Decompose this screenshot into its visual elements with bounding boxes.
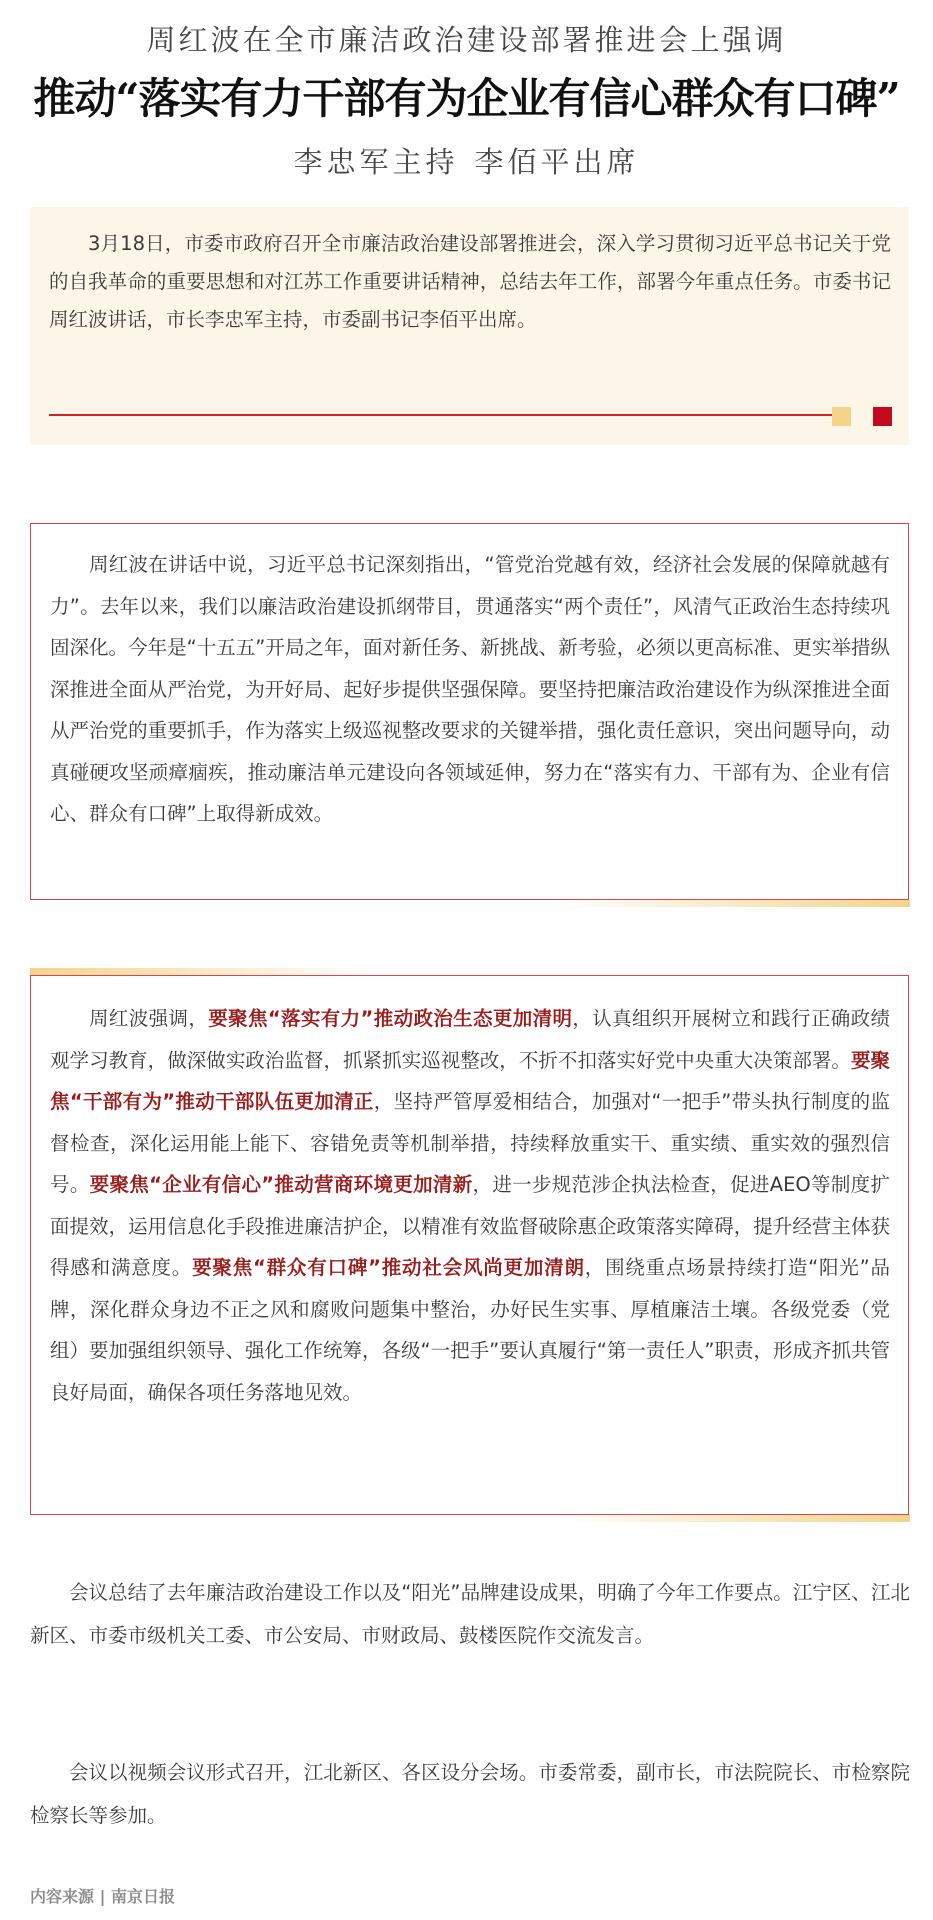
article-title: 推动“落实有力干部有为企业有信心群众有口碑” [33,74,900,123]
highlight-4: 要聚焦“群众有口碑”推动社会风尚更加清朗 [192,1256,585,1279]
highlight-3: 要聚焦“企业有信心”推动营商环境更加清新 [89,1173,473,1196]
summary-paragraph: 会议总结了去年廉洁政治建设工作以及“阳光”品牌建设成果，明确了今年工作要点。江宁区、江北新区、市委市级机关工委、市公安局、市财政局、鼓楼医院作交流发言。 [30,1581,910,1647]
emphasis-box-bottom-strip [560,1515,910,1522]
host-text: 李忠军主持 [293,145,459,179]
lead-paragraph: 3月18日，市委市政府召开全市廉洁政治建设部署推进会，深入学习贯彻习近平总书记关于党的自我革命的重要思想和对江苏工作重要讲话精神，总结去年工作，部署今年重点任务。市委书记周红波讲话，市长李忠军主持，市委副书记李佰平出席。 [49,232,891,331]
lead-box [30,207,909,445]
emphasis-box [30,975,909,1515]
emphasis-text-3: ，进一步规范涉企执法检查，促进AEO等制度扩面提效，运用信息化手段推进廉洁护企，以精准有效监督破除惠企政策落实障碍，提升经营主体获得感和满意度。 [50,1173,890,1279]
emphasis-paragraph [50,998,890,1413]
host-line [0,140,933,181]
highlight-2: 要聚焦“干部有为”推动干部队伍更加清正 [50,1048,890,1113]
speech-paragraph: 周红波在讲话中说，习近平总书记深刻指出，“管党治党越有效，经济社会发展的保障就越有力”。去年以来，我们以廉洁政治建设抓纲带目，贯通落实“两个责任”，风清气正政治生态持续巩固深化。今年是“十五五”开局之年，面对新任务、新挑战、新考验，必须以更高标准、更实举措纵深推进全面从严治党，为开好局、起好步提供坚强保障。要坚持把廉洁政治建设作为纵深推进全面从严治党的重要抓手，作为落实上级巡视整改要求的关键举措，强化责任意识，突出问题导向，动真碰硬攻坚顽瘴痼疾，推动廉洁单元建设向各领域延伸，努力在“落实有力、干部有为、企业有信心、群众有口碑”上取得新成效。 [50,553,890,825]
closing-paragraph: 会议以视频会议形式召开，江北新区、各区设分会场。市委常委，副市长，市法院院长、市检察院检察长等参加。 [30,1761,910,1827]
content-source: 内容来源 | 南京日报 [30,1887,175,1906]
decor-square-dark [873,407,892,426]
emphasis-box-strip [30,968,370,975]
highlight-1: 要聚焦“落实有力”推动政治生态更加清明 [208,1007,573,1030]
decor-square-light [832,407,851,426]
attend-text: 李佰平出席 [474,145,640,179]
lead-divider [49,414,836,416]
emphasis-text-1: ，认真组织开展树立和践行正确政绩观学习教育，做深做实政治监督，抓紧抓实巡视整改，不折不扣落实好党中央重大决策部署。 [50,1007,890,1072]
emphasis-text-4: ，围绕重点场景持续打造“阳光”品牌，深化群众身边不正之风和腐败问题集中整治，办好民生实事、厚植廉洁土壤。各级党委（党组）要加强组织领导、强化工作统筹，各级“一把手”要认真履行“第一责任人”职责，形成齐抓共管良好局面，确保各项任务落地见效。 [50,1256,890,1404]
emphasis-text-2: ，坚持严管厚爱相结合，加强对“一把手”带头执行制度的监督检查，深化运用能上能下、容错免责等机制举措，持续释放重实干、重实绩、重实效的强烈信号。 [50,1090,890,1196]
speech-box-strip [560,900,910,907]
article-subtitle: 周红波在全市廉洁政治建设部署推进会上强调 [146,23,787,57]
speech-box [30,523,909,900]
emphasis-intro: 周红波强调， [89,1007,209,1030]
